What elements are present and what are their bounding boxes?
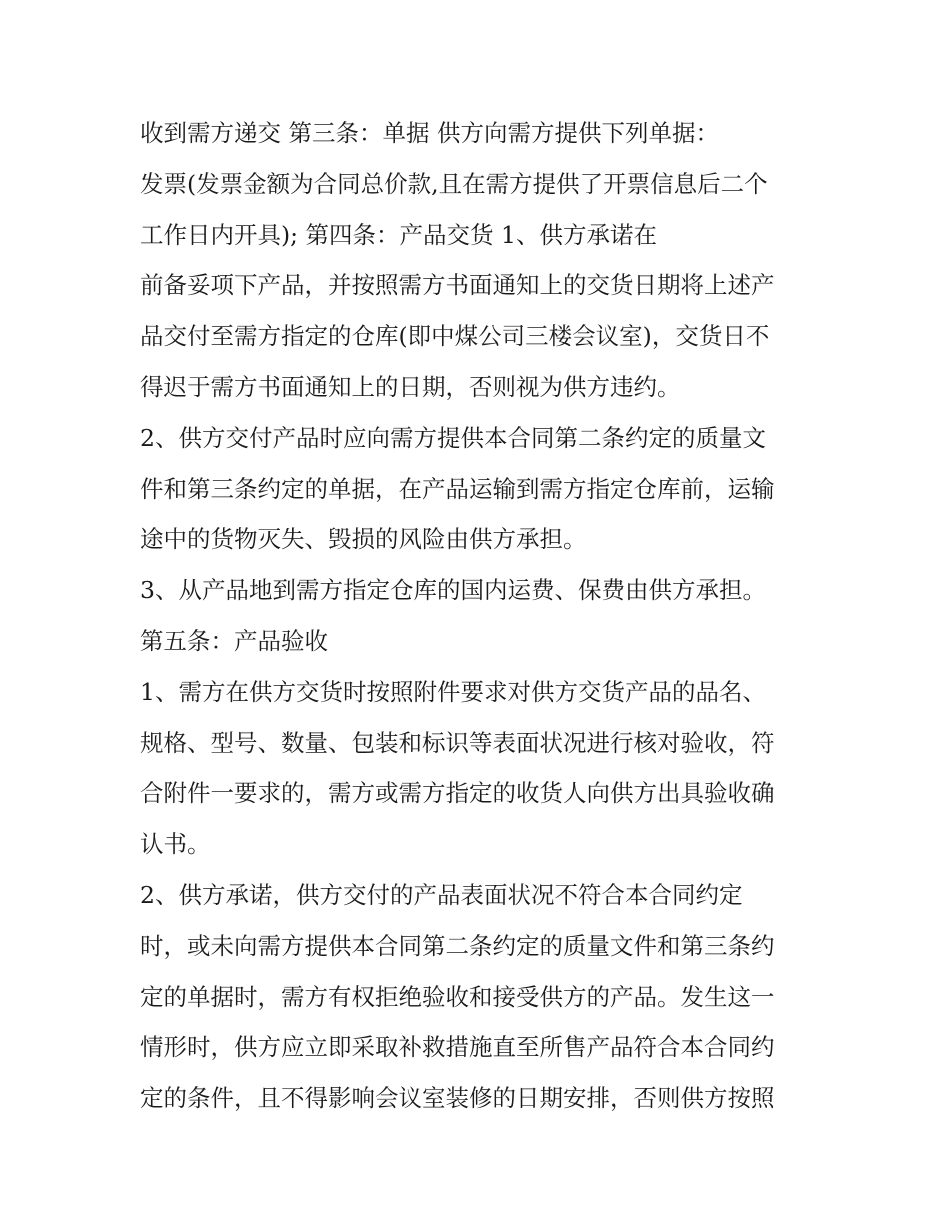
text-line-8: 件和第三条约定的单据，在产品运输到需方指定仓库前，运输	[140, 474, 775, 503]
text-line-9: 途中的货物灭失、毁损的风险由供方承担。	[140, 525, 587, 554]
text-line-3: 工作日内开具); 第四条：产品交货 1、供方承诺在	[140, 220, 657, 249]
text-line-19: 情形时，供方应立即采取补救措施直至所售产品符合本合同约	[140, 1033, 775, 1062]
text-line-5: 品交付至需方指定的仓库(即中煤公司三楼会议室)，交货日不	[140, 322, 770, 351]
contract-text-body	[140, 108, 830, 1124]
text-line-2: 发票(发票金额为合同总价款,且在需方提供了开票信息后二个	[140, 169, 768, 198]
text-line-13: 规格、型号、数量、包装和标识等表面状况进行核对验收，符	[140, 728, 775, 757]
text-line-10: 3、从产品地到需方指定仓库的国内运费、保费由供方承担。	[140, 576, 766, 605]
text-line-6: 得迟于需方书面通知上的日期，否则视为供方违约。	[140, 372, 681, 401]
text-line-14: 合附件一要求的，需方或需方指定的收货人向供方出具验收确	[140, 779, 775, 808]
text-line-20: 定的条件，且不得影响会议室装修的日期安排，否则供方按照	[140, 1084, 775, 1113]
text-line-18: 定的单据时，需方有权拒绝验收和接受供方的产品。发生这一	[140, 982, 775, 1011]
text-line-16: 2、供方承诺，供方交付的产品表面状况不符合本合同约定	[140, 880, 743, 909]
text-line-7: 2、供方交付产品时应向需方提供本合同第二条约定的质量文	[140, 423, 766, 452]
text-line-12: 1、需方在供方交货时按照附件要求对供方交货产品的品名、	[140, 677, 766, 706]
text-line-15: 认书。	[140, 830, 211, 859]
text-line-1: 收到需方递交 第三条：单据 供方向需方提供下列单据：	[140, 119, 719, 147]
text-line-17: 时，或未向需方提供本合同第二条约定的质量文件和第三条约	[140, 931, 775, 960]
section-heading-article-5: 第五条：产品验收	[140, 626, 328, 655]
text-line-4: 前备妥项下产品，并按照需方书面通知上的交货日期将上述产	[140, 271, 775, 300]
